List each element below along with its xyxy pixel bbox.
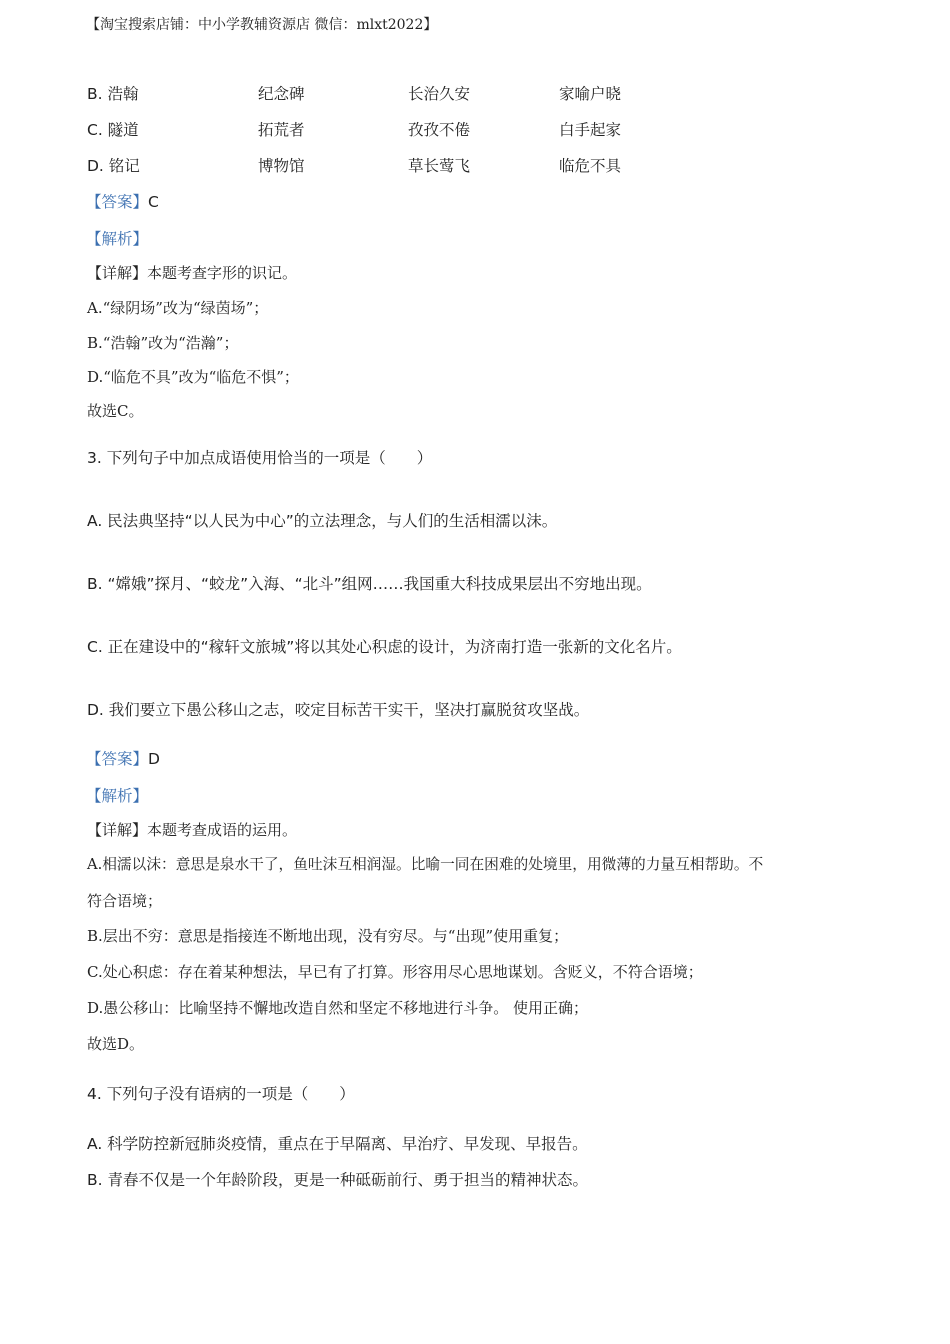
q4-option: B. 青春不仅是一个年龄阶段，更是一种砥砺前行、勇于担当的精神状态。: [87, 1171, 588, 1189]
answer-tag: 【答案】: [86, 193, 149, 211]
q2-explanation-line: 【详解】本题考查字形的识记。: [87, 264, 298, 282]
answer-value: D: [148, 750, 160, 768]
q2-option-cell: 长治久安: [408, 85, 471, 103]
q4-stem: 4. 下列句子没有语病的一项是（ ）: [87, 1085, 355, 1103]
q3-analysis-tag: 【解析】: [86, 787, 149, 805]
q4-option: A. 科学防控新冠肺炎疫情，重点在于早隔离、早治疗、早发现、早报告。: [87, 1135, 588, 1153]
q3-option: B. “嫦娥”探月、“蛟龙”入海、“北斗”组网……我国重大科技成果层出不穷地出现。: [87, 575, 652, 593]
q3-explanation-line: B.层出不穷：意思是指接连不断地出现，没有穷尽。与“出现”使用重复；: [87, 927, 569, 945]
q3-explanation-line: A.相濡以沫：意思是泉水干了，鱼吐沫互相润湿。比喻一同在困难的处境里，用微薄的力量互相帮助。不: [87, 856, 764, 873]
q2-option-label: D. 铭记: [87, 157, 140, 175]
q2-option-cell: 纪念碑: [258, 85, 305, 103]
q2-option-cell: 博物馆: [258, 157, 305, 175]
q2-option-cell: 草长莺飞: [408, 157, 471, 175]
q2-option-cell: 拓荒者: [258, 121, 305, 139]
q3-answer: [86, 747, 160, 769]
q3-explanation-line: D.愚公移山：比喻坚持不懈地改造自然和坚定不移地进行斗争。 使用正确；: [87, 999, 589, 1017]
q3-option: C. 正在建设中的“稼轩文旅城”将以其处心积虑的设计，为济南打造一张新的文化名片。: [87, 638, 682, 656]
q2-option-cell: 白手起家: [559, 121, 622, 139]
q3-explanation-line: 【详解】本题考查成语的运用。: [87, 821, 298, 839]
q2-option-label: B. 浩翰: [87, 85, 139, 103]
q2-option-cell: 家喻户晓: [559, 85, 622, 103]
q2-explanation-line: A.“绿阴场”改为“绿茵场”；: [87, 299, 269, 317]
q2-explanation-line: B.“浩翰”改为“浩瀚”；: [87, 334, 239, 352]
q2-option-cell: 孜孜不倦: [408, 121, 471, 139]
q2-answer: [86, 190, 159, 212]
q2-explanation-line: D.“临危不具”改为“临危不惧”；: [87, 368, 299, 386]
q3-option: D. 我们要立下愚公移山之志，咬定目标苦干实干，坚决打赢脱贫攻坚战。: [87, 701, 590, 719]
q2-analysis-tag: 【解析】: [86, 230, 149, 248]
q3-explanation-line: 故选D。: [87, 1035, 145, 1053]
q2-explanation-line: 故选C。: [87, 402, 144, 420]
q2-option-label: C. 隧道: [87, 121, 139, 139]
page-header: 【淘宝搜索店铺：中小学教辅资源店 微信：mlxt2022】: [86, 17, 438, 33]
q3-explanation-line: C.处心积虑：存在着某种想法，早已有了打算。形容用尽心思地谋划。含贬义，不符合语境；: [87, 963, 703, 981]
answer-value: C: [148, 193, 159, 211]
q3-stem: 3. 下列句子中加点成语使用恰当的一项是（ ）: [87, 449, 433, 467]
q2-option-cell: 临危不具: [559, 157, 622, 175]
q3-explanation-line: 符合语境；: [87, 892, 163, 910]
answer-tag: 【答案】: [86, 750, 149, 768]
q3-option: A. 民法典坚持“以人民为中心”的立法理念，与人们的生活相濡以沫。: [87, 512, 558, 530]
